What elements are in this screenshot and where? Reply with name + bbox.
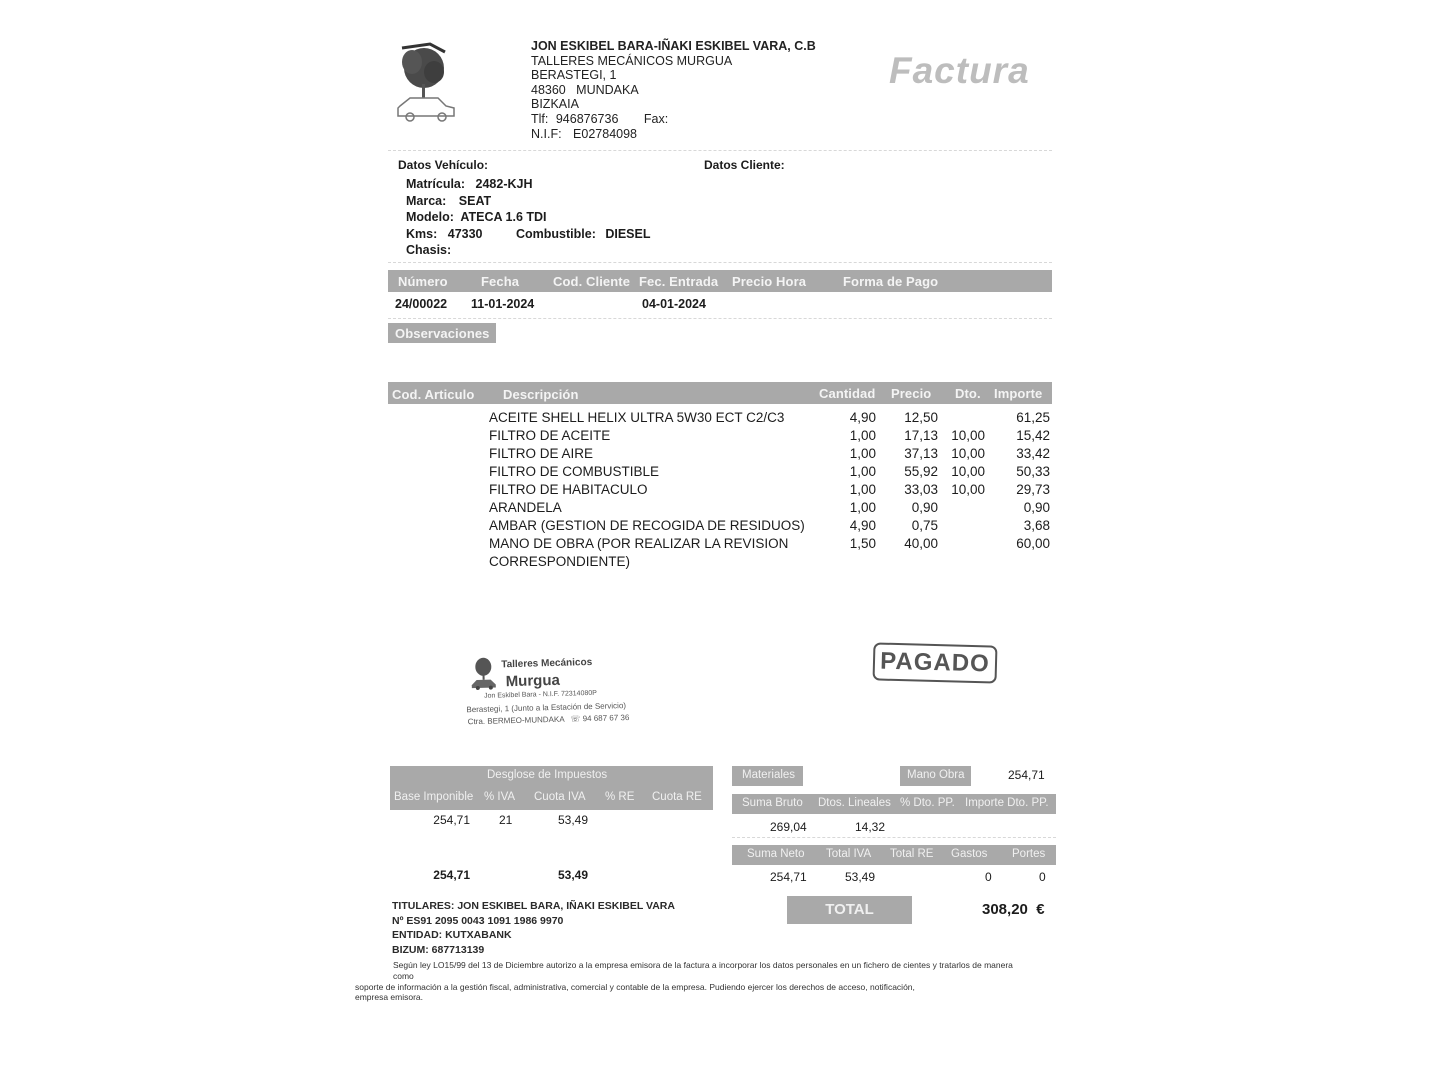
tax-breakdown-header [390,766,713,810]
item-importe: 61,25 [1016,410,1050,425]
kms-label: Kms: [406,226,438,241]
header-pct-re: % RE [605,791,635,803]
modelo-label: Modelo: [406,210,454,224]
matricula-label: Matrícula: [406,177,466,191]
header-gastos: Gastos [951,848,988,860]
matricula-row [406,176,651,193]
bank-entidad: ENTIDAD: KUTXABANK [392,929,512,942]
marca-label: Marca: [406,193,447,208]
legal-line1: Según ley LO15/99 del 13 de Diciembre autorizo a la empresa emisora de la factura a incorporar los datos personales en un fichero de cientes y tratarlos de manera [393,960,1013,970]
bank-bizum: BIZUM: 687713139 [392,944,485,957]
suma-neto-value: 254,71 [770,870,807,884]
header-descripcion: Descripción [503,387,579,402]
portes-value: 0 [1039,870,1046,884]
chasis-row [406,242,651,259]
divider [388,150,1052,151]
item-precio: 0,75 [911,518,938,533]
client-section-label: Datos Cliente: [704,158,785,172]
nif-label: N.I.F: [531,126,562,141]
tax-total-cuota-iva: 53,49 [557,868,588,882]
company-province: BIZKAIA [531,97,579,112]
item-precio: 12,50 [904,410,938,425]
summary-row1-header [732,794,1056,814]
item-precio: 33,03 [904,482,938,497]
summary-row2-header [732,845,1056,865]
mano-obra-label: Mano Obra [900,766,971,786]
nif-value: E02784098 [573,126,637,141]
item-importe: 50,33 [1016,464,1050,479]
item-dto: 10,00 [951,482,985,497]
combustible-value: DIESEL [605,226,651,241]
item-cantidad: 1,00 [849,500,876,515]
header-pct-iva: % IVA [484,791,516,803]
item-cantidad: 1,50 [849,536,876,551]
header-dto: Dto. [955,386,981,401]
divider [388,262,1052,263]
item-dto: 10,00 [951,428,985,443]
divider [732,837,1056,838]
tree-and-car-logo-icon [390,40,462,125]
item-cantidad: 1,00 [849,446,876,461]
table-row [388,410,1053,428]
stamp-phone: 94 687 67 36 [582,712,630,724]
table-row [388,446,1053,464]
modelo-value: ATECA 1.6 TDI [460,210,547,224]
item-desc: FILTRO DE HABITACULO [489,482,648,497]
header-cod-cliente: Cod. Cliente [553,274,631,289]
tax-base: 254,71 [433,813,470,827]
invoice-fecha: 11-01-2024 [471,297,535,311]
item-importe: 60,00 [1016,536,1050,551]
company-name: JON ESKIBEL BARA-IÑAKI ESKIBEL VARA, C.B [531,39,816,53]
item-precio: 17,13 [904,428,938,443]
table-row [388,464,1053,482]
header-precio: Precio [891,386,932,401]
mano-obra-value: 254,71 [1008,768,1045,782]
table-row [388,482,1053,500]
tax-total-base: 254,71 [433,868,470,882]
company-logo [390,40,462,125]
header-suma-bruto: Suma Bruto [742,797,803,809]
modelo-row [406,209,651,226]
item-importe: 29,73 [1016,482,1050,497]
vehicle-details [406,176,651,259]
item-importe: 33,42 [1016,446,1050,461]
phone-value: 946876736 [555,111,619,126]
header-base-imponible: Base Imponible [394,791,474,803]
fax-label: Fax: [643,111,669,126]
item-desc: FILTRO DE ACEITE [489,428,611,443]
table-row [388,500,1053,518]
header-precio-hora: Precio Hora [732,274,807,289]
item-desc: AMBAR (GESTION DE RECOGIDA DE RESIDUOS) [489,518,805,533]
stamp-line2: Murgua [505,671,561,691]
item-cantidad: 1,00 [849,464,876,479]
company-postal-city: 48360 MUNDAKA [531,82,639,97]
stamp-line4: Berastegi, 1 (Junto a la Estación de Servicio) [466,701,627,715]
invoice-numero: 24/00022 [395,297,448,311]
paid-stamp: PAGADO [873,642,998,683]
header-importe-dto-pp: Importe Dto. PP. [965,797,1049,809]
bank-titulares: TITULARES: JON ESKIBEL BARA, IÑAKI ESKIBEL VARA [392,900,675,912]
marca-value: SEAT [458,193,492,208]
stamp-line5-row [468,713,630,726]
legal-line2: como [393,970,414,981]
divider [388,318,1052,319]
gastos-value: 0 [985,870,992,884]
item-dto: 10,00 [951,464,985,479]
item-cantidad: 1,00 [849,428,876,443]
company-nif-row [531,127,851,142]
item-cantidad: 1,00 [849,482,876,497]
kms-row [406,226,651,243]
vehicle-section-label: Datos Vehículo: [398,158,489,172]
header-cuota-iva: Cuota IVA [534,791,586,803]
company-address: BERASTEGI, 1 [531,68,617,83]
tax-cuota-iva: 53,49 [557,813,588,827]
materiales-label: Materiales [732,766,803,786]
combustible-label: Combustible: [516,226,596,241]
item-desc: FILTRO DE COMBUSTIBLE [489,464,660,479]
table-row [388,518,1053,536]
dtos-lineales-value: 14,32 [855,820,886,834]
table-row [388,536,1053,554]
item-desc: ACEITE SHELL HELIX ULTRA 5W30 ECT C2/C3 [489,410,785,425]
item-importe: 3,68 [1023,518,1050,533]
bank-iban: Nº ES91 2095 0043 1091 1986 9970 [392,914,564,927]
telephone-icon: ☏ [570,714,581,724]
company-info [531,39,851,141]
header-numero: Número [398,274,448,289]
stamp-line1: Talleres Mecánicos [501,656,593,671]
item-cantidad: 4,90 [849,410,876,425]
chasis-label: Chasis: [406,243,452,257]
header-forma-pago: Forma de Pago [843,274,939,289]
header-total-re: Total RE [890,848,934,860]
item-dto: 10,00 [951,446,985,461]
header-pct-dto-pp: % Dto. PP. [900,797,955,809]
table-row [388,428,1053,446]
legal-text [355,960,1075,1003]
item-precio: 37,13 [904,446,938,461]
tax-iva-pct: 21 [499,813,513,827]
phone-label: Tlf: [531,111,549,126]
item-desc: FILTRO DE AIRE [489,446,594,461]
item-cantidad: 4,90 [849,518,876,533]
total-label: TOTAL [787,896,912,924]
stamp-line5: Ctra. BERMEO-MUNDAKA [467,714,565,727]
document-title: Factura [889,50,1030,91]
header-portes: Portes [1012,848,1046,860]
item-importe: 15,42 [1016,428,1050,443]
company-stamp [464,653,641,733]
bank-details [392,899,675,958]
header-cod-articulo: Cod. Articulo [392,387,475,402]
tree-and-car-logo-icon [468,656,499,691]
kms-value: 47330 [447,226,483,241]
header-importe: Importe [994,386,1043,401]
items-table-header [388,382,1052,404]
items-table-body [388,410,1053,580]
header-fecha: Fecha [481,274,520,289]
header-dtos-lineales: Dtos. Lineales [818,797,891,809]
observaciones-label: Observaciones [388,323,496,343]
item-precio: 55,92 [904,464,938,479]
total-value: 308,20 € [982,901,1045,918]
item-importe: 0,90 [1023,500,1050,515]
legal-line4: empresa emisora. [355,992,424,1003]
tax-title: Desglose de Impuestos [487,769,608,781]
suma-bruto-value: 269,04 [770,820,807,834]
stamp-line3: Jon Eskibel Bara - N.I.F. 72314080P [483,689,597,700]
header-fec-entrada: Fec. Entrada [639,274,719,289]
header-suma-neto: Suma Neto [747,848,805,860]
trade-name: TALLERES MECÁNICOS MURGUA [531,53,733,68]
matricula-value: 2482-KJH [475,177,533,191]
invoice-info-header [388,270,1052,292]
item-desc: CORRESPONDIENTE) [489,554,631,569]
company-phone-row [531,112,851,127]
table-row [388,554,1053,572]
item-desc: ARANDELA [489,500,562,515]
item-precio: 0,90 [911,500,938,515]
marca-row [406,193,651,210]
item-precio: 40,00 [904,536,938,551]
legal-line3: soporte de información a la gestión fiscal, administrativa, comercial y contable de la empresa. Pudiendo ejercer los derechos de acceso, notificación, [355,981,915,992]
total-iva-value: 53,49 [845,870,876,884]
invoice-fec-entrada: 04-01-2024 [642,297,706,311]
header-total-iva: Total IVA [826,848,872,860]
header-cantidad: Cantidad [819,386,876,401]
header-cuota-re: Cuota RE [652,791,702,803]
item-desc: MANO DE OBRA (POR REALIZAR LA REVISION [489,536,789,551]
